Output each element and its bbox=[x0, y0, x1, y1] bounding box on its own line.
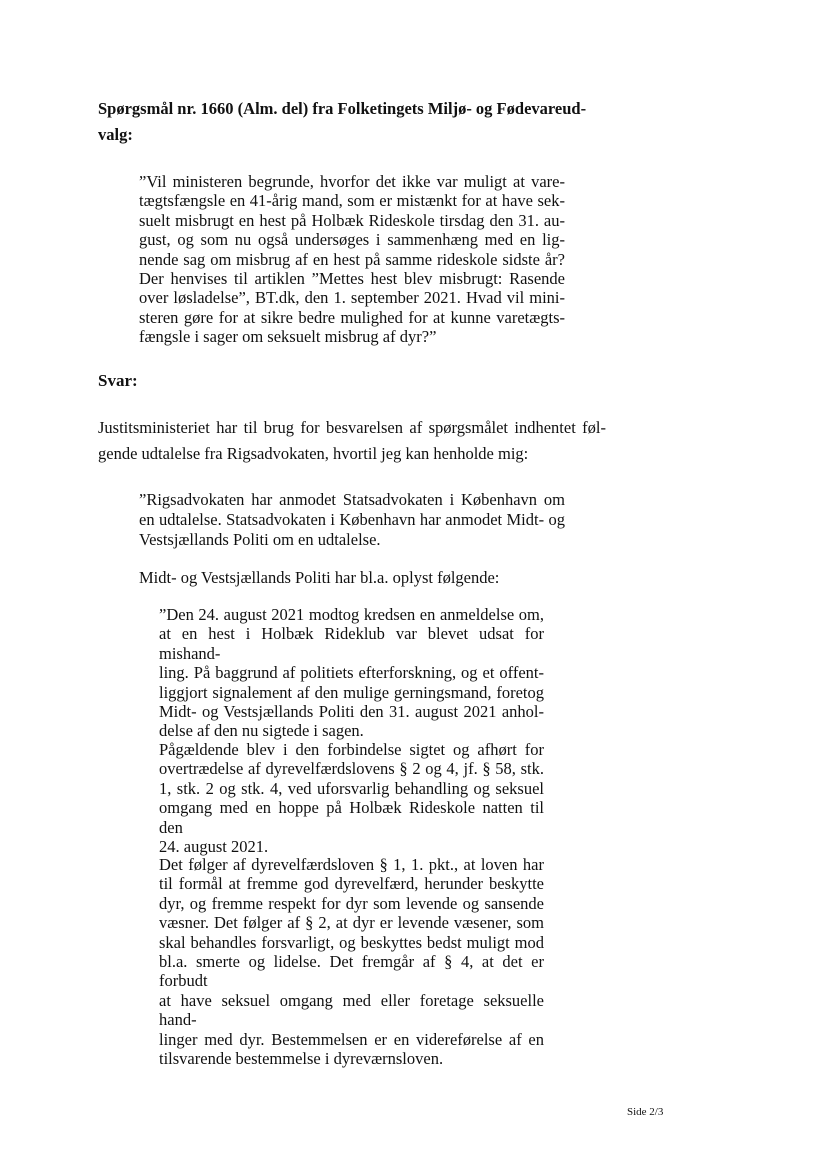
question-line: ”Vil ministeren begrunde, hvorfor det ikke var muligt at vare- bbox=[139, 172, 565, 191]
police-line: linger med dyr. Bestemmelsen er en videreførelse af en bbox=[159, 1029, 544, 1049]
question-heading bbox=[98, 96, 618, 148]
question-line: suelt misbrugt en hest på Holbæk Rideskole tirsdag den 31. au- bbox=[139, 210, 565, 230]
police-paragraph-2 bbox=[159, 740, 544, 856]
police-paragraph-1 bbox=[159, 605, 544, 741]
question-line: nende sag om misbrug af en hest på samme rideskole sidste år? bbox=[139, 249, 565, 269]
answer-intro bbox=[98, 415, 606, 467]
police-line: ling. På baggrund af politiets efterforskning, og et offent- bbox=[159, 663, 544, 683]
police-line: tilsvarende bestemmelse i dyreværnsloven. bbox=[159, 1049, 444, 1069]
police-line: at en hest i Holbæk Rideklub var blevet udsat for mishand- bbox=[159, 624, 544, 663]
intro-line: gende udtalelse fra Rigsadvokaten, hvortil jeg kan henholde mig: bbox=[98, 444, 529, 463]
heading-line-2: valg: bbox=[98, 125, 133, 144]
page-number: Side 2/3 bbox=[627, 1106, 664, 1118]
police-line: omgang med en hoppe på Holbæk Rideskole natten til den bbox=[159, 798, 544, 837]
heading-line-1: Spørgsmål nr. 1660 (Alm. del) fra Folketingets Miljø- og Fødevareud- bbox=[98, 99, 587, 118]
intro-line: Justitsministeriet har til brug for besvarelsen af spørgsmålet indhentet føl- bbox=[98, 418, 606, 437]
police-line: ”Den 24. august 2021 modtog kredsen en anmeldelse om, bbox=[159, 605, 544, 624]
police-line: liggjort signalement af den mulige gerningsmand, foretog bbox=[159, 682, 544, 702]
police-line: væsner. Det følger af § 2, at dyr er levende væsener, som bbox=[159, 913, 544, 933]
answer-label: Svar: bbox=[98, 371, 138, 390]
question-line: tægtsfængsle en 41-årig mand, som er mistænkt for at have sek- bbox=[139, 191, 565, 211]
police-intro: Midt- og Vestsjællands Politi har bl.a. oplyst følgende: bbox=[139, 568, 500, 587]
question-quote bbox=[139, 172, 565, 347]
rigs-line: en udtalelse. Statsadvokaten i København har anmodet Midt- og bbox=[139, 510, 565, 529]
question-line: gust, og som nu også undersøges i sammenhæng med en lig- bbox=[139, 230, 565, 250]
question-line: fængsle i sager om seksuelt misbrug af dyr?” bbox=[139, 327, 437, 347]
police-paragraph-3 bbox=[159, 855, 544, 1068]
police-line: overtrædelse af dyrevelfærdslovens § 2 og 4, jf. § 58, stk. bbox=[159, 759, 544, 779]
police-line: at have seksuel omgang med eller foretage seksuelle hand- bbox=[159, 990, 544, 1030]
police-line: 1, stk. 2 og stk. 4, ved uforsvarlig behandling og seksuel bbox=[159, 778, 544, 798]
rigsadvokaten-paragraph bbox=[139, 490, 565, 550]
question-line: over løsladelse”, BT.dk, den 1. september 2021. Hvad vil mini- bbox=[139, 288, 565, 308]
police-line: Det følger af dyrevelfærdsloven § 1, 1. pkt., at loven har bbox=[159, 855, 544, 874]
question-line: steren gøre for at sikre bedre mulighed for at kunne varetægts- bbox=[139, 307, 565, 327]
police-line: Pågældende blev i den forbindelse sigtet og afhørt for bbox=[159, 740, 544, 759]
police-line: Midt- og Vestsjællands Politi den 31. august 2021 anhol- bbox=[159, 702, 544, 722]
police-line: bl.a. smerte og lidelse. Det fremgår af § 4, at det er forbudt bbox=[159, 952, 544, 991]
police-line: delse af den nu sigtede i sagen. bbox=[159, 721, 364, 741]
police-line: til formål at fremme god dyrevelfærd, herunder beskytte bbox=[159, 874, 544, 894]
police-line: dyr, og fremme respekt for dyr som levende og sansende bbox=[159, 893, 544, 913]
rigs-line: ”Rigsadvokaten har anmodet Statsadvokaten i København om bbox=[139, 490, 565, 509]
rigs-line: Vestsjællands Politi om en udtalelse. bbox=[139, 530, 381, 549]
question-line: Der henvises til artiklen ”Mettes hest blev misbrugt: Rasende bbox=[139, 269, 565, 289]
police-line: skal behandles forsvarligt, og beskyttes bedst muligt mod bbox=[159, 932, 544, 952]
police-line: 24. august 2021. bbox=[159, 837, 269, 857]
